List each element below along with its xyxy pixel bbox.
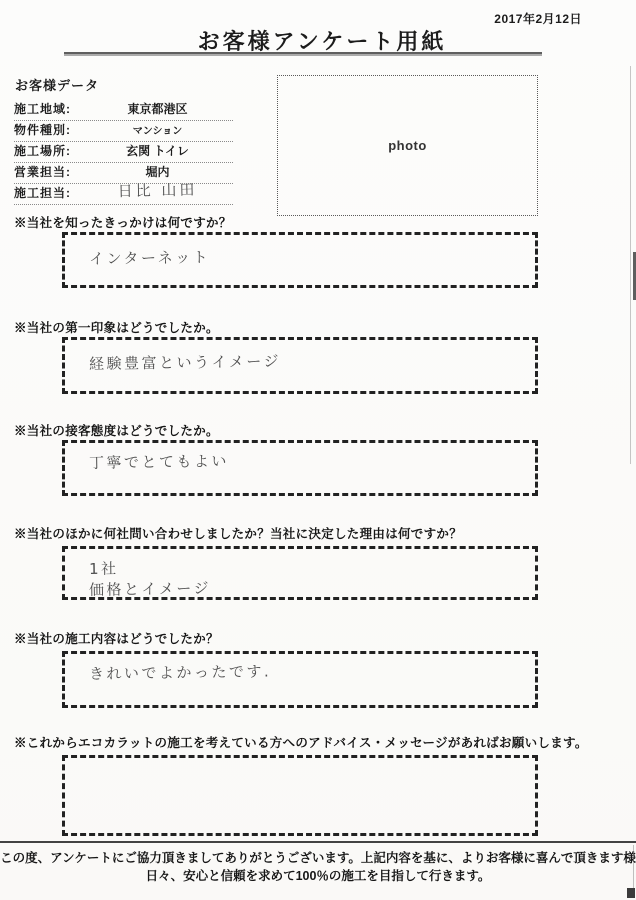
field-construction-rep-label: 施工担当: [14, 186, 71, 200]
question-5-label: ※当社の施工内容はどうでしたか？ [14, 632, 219, 646]
field-construction-site-label: 施工場所: [14, 144, 71, 158]
photo-label: photo [388, 138, 427, 153]
field-construction-area-value: 東京都港区 [127, 102, 188, 116]
field-construction-site-value: 玄関 トイレ [126, 144, 189, 158]
answer-box-5 [62, 651, 538, 708]
question-4-label: ※当社のほかに何社問い合わせしましたか？当社に決定した理由は何ですか？ [14, 527, 463, 541]
field-property-type [14, 121, 233, 142]
customer-data-heading: お客様データ [15, 78, 100, 93]
field-sales-rep-label: 営業担当: [14, 165, 71, 179]
question-2-label: ※当社の第一印象はどうでしたか。 [14, 321, 219, 335]
answer-box-1 [62, 232, 538, 288]
answer-box-3 [62, 440, 538, 496]
question-6-label: ※これからエコカラットの施工を考えている方へのアドバイス・メッセージがあればお願いします。 [14, 736, 588, 750]
field-construction-rep-value: 日比 山田 [117, 180, 198, 201]
handwritten-answer-4-line-1: 1社 [88, 559, 119, 578]
photo-placeholder [277, 75, 538, 216]
scan-artifact-corner-mark [627, 888, 635, 898]
handwritten-answer-4-line-2: 価格とイメージ [88, 579, 212, 599]
field-construction-rep [14, 180, 233, 205]
footer-divider [0, 841, 636, 843]
date-label: 2017年2月12日 [494, 12, 582, 26]
question-3-label: ※当社の接客態度はどうでしたか。 [14, 424, 219, 438]
handwritten-answer-3: 丁寧でとてもよい [88, 452, 230, 472]
page-title: お客様アンケート用紙 [197, 29, 447, 54]
answer-box-6 [62, 755, 538, 836]
footer-message-line-1: この度、アンケートにご協力頂きましてありがとうございます。上記内容を基に、よりお客様に喜んで頂きます様 [0, 851, 636, 865]
field-property-type-label: 物件種別: [14, 123, 71, 137]
field-construction-area [14, 100, 233, 121]
title-underline [64, 52, 542, 56]
field-construction-area-label: 施工地域: [14, 102, 71, 116]
footer-message-line-2: 日々、安心と信頼を求めて100％の施工を目指して行きます。 [145, 868, 491, 883]
handwritten-answer-5: きれいでよかったです. [88, 662, 272, 683]
answer-box-2 [62, 337, 538, 394]
handwritten-answer-2: 経験豊富というイメージ [88, 352, 282, 373]
handwritten-answer-1: インターネット [88, 248, 211, 268]
field-property-type-value: マンション [132, 126, 183, 137]
answer-box-4 [62, 546, 538, 600]
field-sales-rep-value: 堀内 [145, 165, 170, 179]
scan-artifact-bottom-line [633, 845, 634, 889]
question-1-label: ※当社を知ったきっかけは何ですか？ [14, 216, 232, 230]
scan-artifact-edge-line [630, 66, 631, 464]
field-construction-site [14, 142, 233, 163]
footer-message [0, 850, 636, 885]
